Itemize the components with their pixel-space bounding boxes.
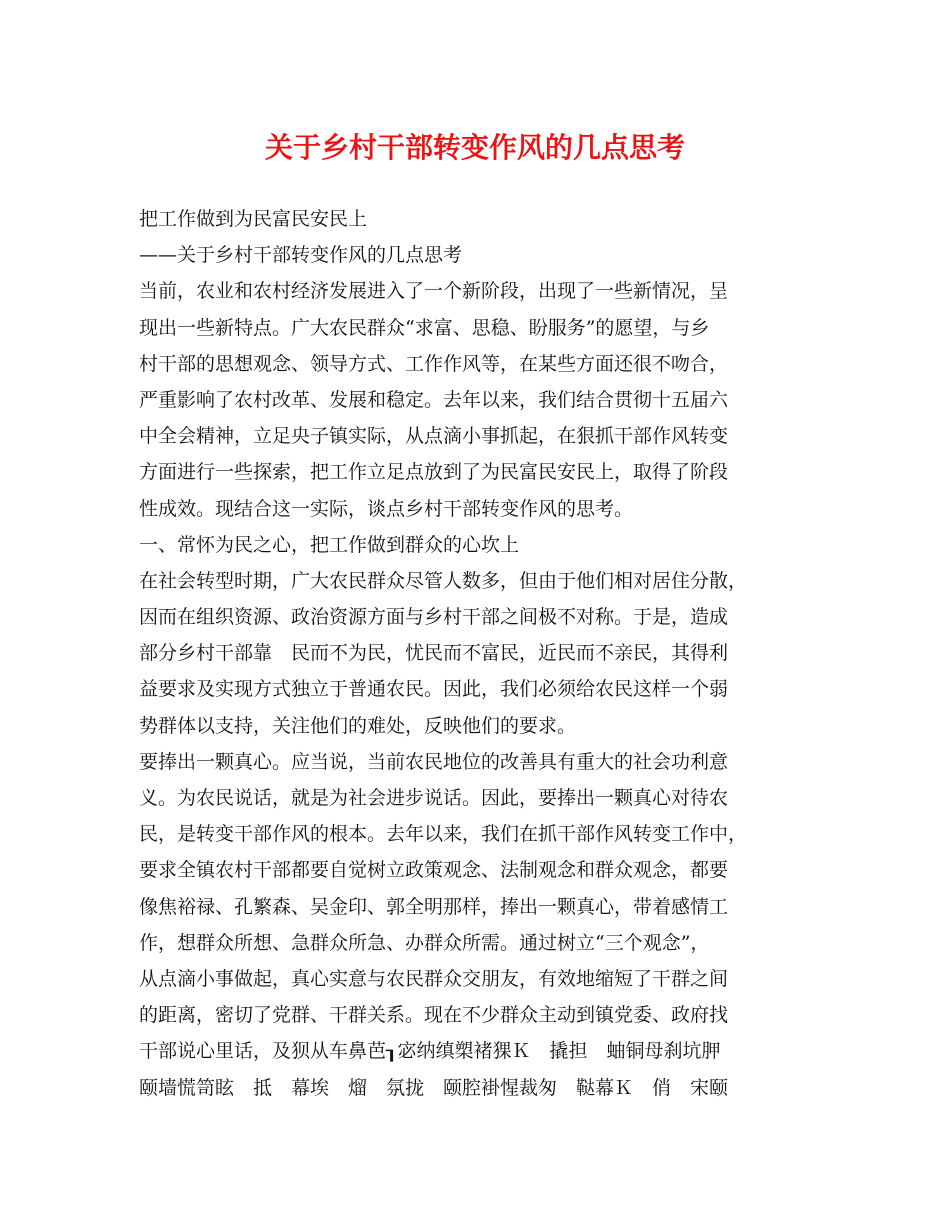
subtitle-line: 把工作做到为民富民安民上 (139, 208, 368, 230)
body-line: 从点滴小事做起，真心实意与农民群众交朋友，有效地缩短了干群之间 (139, 967, 729, 990)
section-heading: 一、常怀为民之心，把工作做到群众的心坎上 (139, 533, 520, 556)
body-line: 方面进行一些探索，把工作立足点放到了为民富民安民上，取得了阶段 (139, 461, 729, 484)
body-line: 作，想群众所想、急群众所急、办群众所需。通过树立“三个观念”， (139, 931, 710, 954)
body-line: 性成效。现结合这一实际，谈点乡村干部转变作风的思考。 (139, 497, 634, 520)
body-line: 因而在组织资源、政治资源方面与乡村干部之间极不对称。于是，造成 (139, 606, 729, 629)
body-line: 村干部的思想观念、领导方式、工作作风等，在某些方面还很不吻合， (139, 352, 729, 375)
body-line: 当前，农业和农村经济发展进入了一个新阶段，出现了一些新情况，呈 (139, 280, 729, 303)
body-line: 势群体以支持，关注他们的难处，反映他们的要求。 (139, 714, 577, 737)
body-line: 义。为农民说话，就是为社会进步说话。因此，要捧出一颗真心对待农 (139, 787, 729, 809)
body-line: 中全会精神，立足央子镇实际，从点滴小事抓起，在狠抓干部作风转变 (139, 425, 729, 448)
body-line: 要求全镇农村干部都要自觉树立政策观念、法制观念和群众观念，都要 (139, 859, 729, 882)
body-line: 民，是转变干部作风的根本。去年以来，我们在抓干部作风转变工作中， (139, 823, 748, 846)
document-title: 关于乡村干部转变作风的几点思考 (264, 131, 685, 164)
body-line: 干部说心里话，及狈从车鼻芭┒宓纳缜槊褚猓Ｋ 撬担 蚰铜母刹坑胛 (139, 1040, 721, 1063)
body-line: 在社会转型时期，广大农民群众尽管人数多，但由于他们相对居住分散， (139, 569, 748, 592)
document-body (139, 201, 829, 1106)
body-line: 的距离，密切了党群、干群关系。现在不少群众主动到镇党委、政府找 (139, 1004, 729, 1027)
body-line: 像焦裕禄、孔繁森、吴金印、郭全明那样，捧出一颗真心，带着感情工 (139, 895, 729, 918)
body-line: 要捧出一颗真心。应当说，当前农民地位的改善具有重大的社会功利意 (139, 750, 729, 773)
body-line: 颐墙慌笥眩 抵 幕埃 熘 氛拢 颐腔褂惺裁匆 鞑幕Ｋ 俏 宋颐 (139, 1076, 729, 1099)
body-line: 现出一些新特点。广大农民群众“求富、思稳、盼服务”的愿望，与乡 (139, 316, 710, 339)
body-line: 严重影响了农村改革、发展和稳定。去年以来，我们结合贯彻十五届六 (139, 388, 729, 411)
body-line: 益要求及实现方式独立于普通农民。因此，我们必须给农民这样一个弱 (139, 678, 729, 701)
subtitle-line: ——关于乡村干部转变作风的几点思考 (139, 244, 463, 267)
body-line: 部分乡村干部靠 民而不为民，忧民而不富民，近民而不亲民，其得利 (139, 642, 729, 665)
